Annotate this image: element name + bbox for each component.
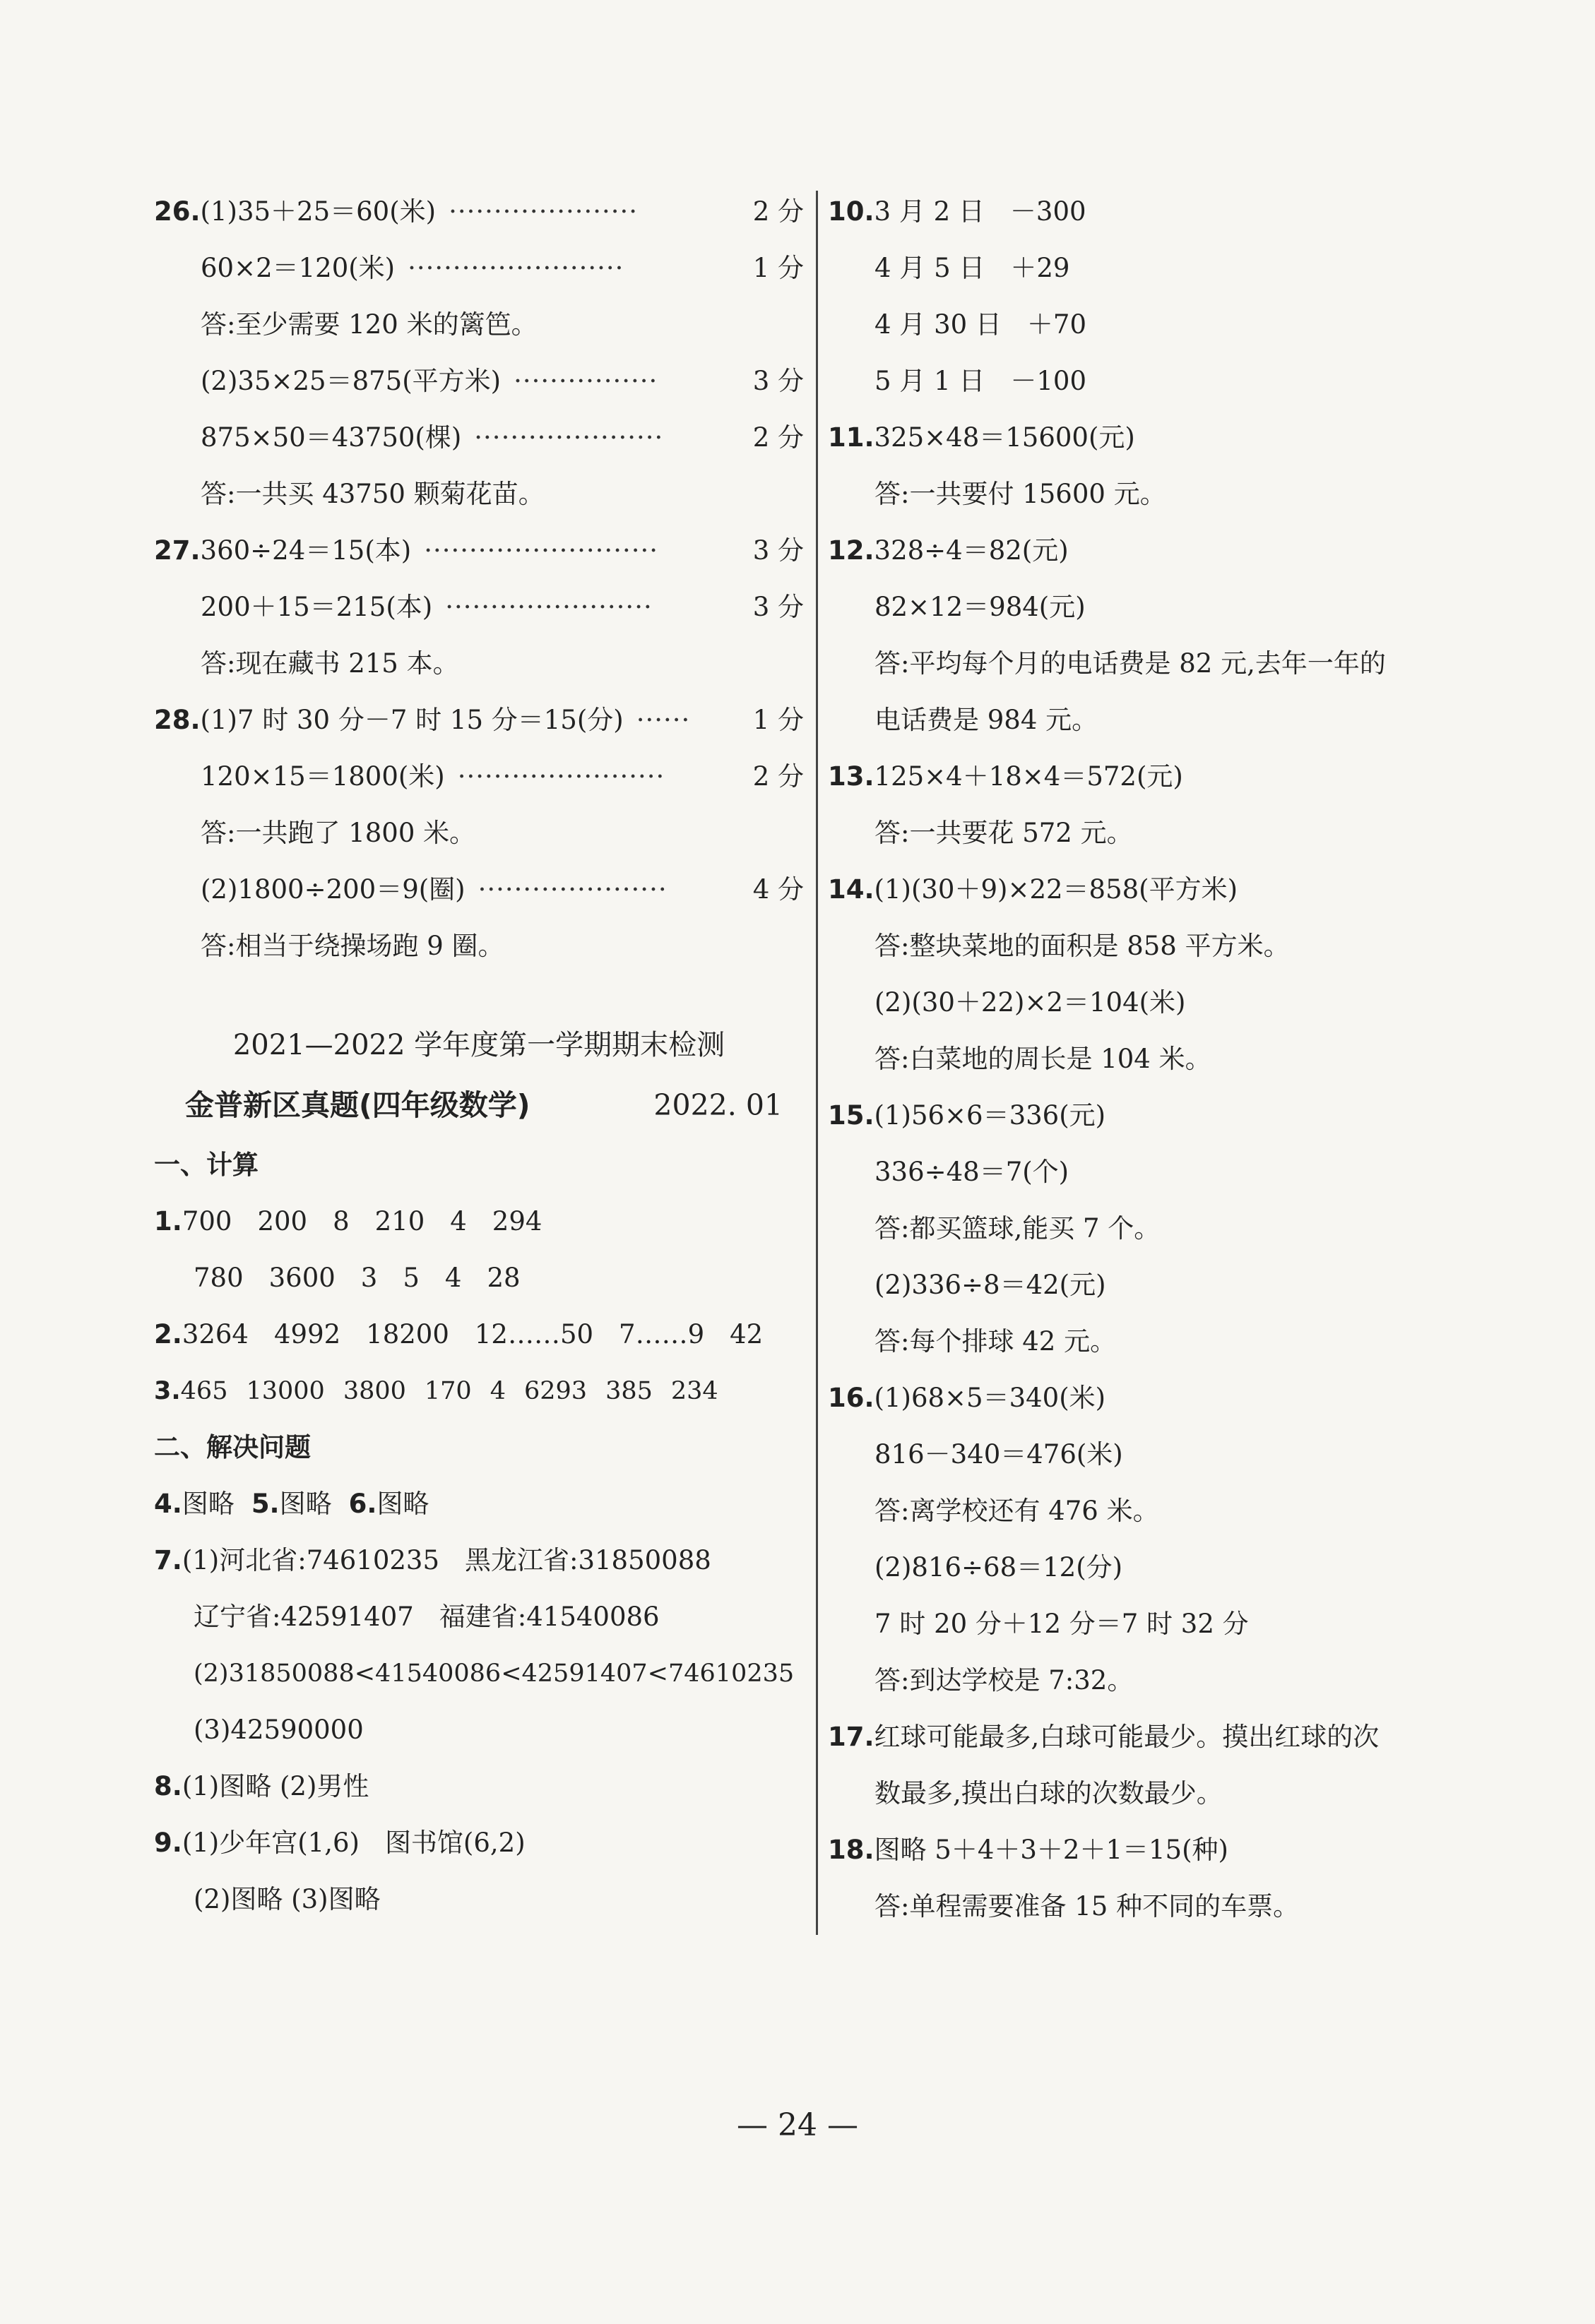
- q12-line-2: 82×12＝984(元): [874, 592, 1086, 622]
- q7-line-1: 7.(1)河北省:74610235 黑龙江省:31850088: [154, 1545, 711, 1575]
- score: 2 分: [752, 761, 804, 792]
- q27-line-2: 200＋15＝215(本) ······················· 3 分: [154, 579, 804, 636]
- q13-answer: 答:一共要花 572 元。: [874, 818, 1133, 848]
- left-column: [154, 184, 804, 1928]
- q17-line-1: 17.红球可能最多,白球可能最少。摸出红球的次: [828, 1722, 1380, 1752]
- question-number: 27.: [154, 535, 201, 566]
- q4-6-row: 4.图略 5.图略 6.图略: [154, 1489, 429, 1519]
- q2-row: 2.3264 4992 18200 12……50 7……9 42: [154, 1319, 764, 1349]
- q10-row-1: 10.3 月 2 日 －300: [828, 196, 1086, 227]
- q7-line-4: (3)42590000: [194, 1715, 364, 1745]
- q14-line-1: 14.(1)(30＋9)×22＝858(平方米): [828, 874, 1238, 905]
- q14-answer-1: 答:整块菜地的面积是 858 平方米。: [874, 931, 1290, 961]
- q26-answer-1: 答:至少需要 120 米的篱笆。: [201, 309, 538, 340]
- q13-line-1: 13.125×4＋18×4＝572(元): [828, 761, 1183, 792]
- q7-line-2: 辽宁省:42591407 福建省:41540086: [194, 1602, 660, 1632]
- q9-line-1: 9.(1)少年宫(1,6) 图书馆(6,2): [154, 1828, 526, 1858]
- section-heading-calc: 一、计算: [154, 1150, 259, 1180]
- q14-answer-2: 答:白菜地的周长是 104 米。: [874, 1044, 1211, 1074]
- exam-date: 2022. 01: [653, 1088, 783, 1122]
- q15-line-1: 15.(1)56×6＝336(元): [828, 1100, 1106, 1131]
- score: 3 分: [752, 366, 804, 396]
- q15-line-4: (2)336÷8＝42(元): [874, 1270, 1106, 1300]
- q26-line-5: 875×50＝43750(棵) ····················· 2 分: [154, 410, 804, 466]
- q18-answer: 答:单程需要准备 15 种不同的车票。: [874, 1891, 1300, 1921]
- q15-line-2: 336÷48＝7(个): [874, 1157, 1069, 1187]
- q11-line-1: 11.325×48＝15600(元): [828, 422, 1135, 453]
- q16-answer-2: 答:到达学校是 7:32。: [874, 1665, 1134, 1696]
- q9-line-2: (2)图略 (3)图略: [194, 1884, 381, 1914]
- q16-line-5: 7 时 20 分＋12 分＝7 时 32 分: [874, 1609, 1249, 1639]
- q12-answer-1: 答:平均每个月的电话费是 82 元,去年一年的: [874, 648, 1386, 679]
- q28-line-2: 120×15＝1800(米) ······················· 2 分: [154, 749, 804, 805]
- q26-line-1: 26.(1)35＋25＝60(米) ····················· 2 分: [154, 184, 804, 240]
- score: 3 分: [752, 535, 804, 566]
- q16-line-4: (2)816÷68＝12(分): [874, 1552, 1123, 1583]
- q26-line-2: 60×2＝120(米) ························ 1 分: [154, 240, 804, 297]
- score: 2 分: [752, 422, 804, 453]
- score: 2 分: [752, 196, 804, 227]
- q10-row-3: 4 月 30 日 ＋70: [874, 309, 1086, 340]
- q26-answer-2: 答:一共买 43750 颗菊花苗。: [201, 479, 545, 509]
- q15-answer-2: 答:每个排球 42 元。: [874, 1326, 1117, 1357]
- score: 1 分: [752, 253, 804, 283]
- q28-answer-1: 答:一共跑了 1800 米。: [201, 818, 476, 848]
- q12-line-1: 12.328÷4＝82(元): [828, 535, 1069, 566]
- question-number: 26.: [154, 196, 201, 227]
- score: 3 分: [752, 592, 804, 622]
- q11-answer: 答:一共要付 15600 元。: [874, 479, 1166, 509]
- q17-line-2: 数最多,摸出白球的次数最少。: [874, 1778, 1223, 1808]
- exam-subtitle: 金普新区真题(四年级数学) 2022. 01: [154, 1073, 804, 1137]
- q10-row-2: 4 月 5 日 ＋29: [874, 253, 1070, 283]
- question-number: 28.: [154, 705, 201, 735]
- right-column: [828, 184, 1478, 1935]
- column-divider: [816, 191, 818, 1935]
- q28-answer-2: 答:相当于绕操场跑 9 圈。: [201, 931, 504, 961]
- q28-line-4: (2)1800÷200＝9(圈) ····················· 4 分: [154, 862, 804, 918]
- q3-row: 3.465 13000 3800 170 4 6293 385 234: [154, 1377, 718, 1405]
- q10-row-4: 5 月 1 日 －100: [874, 366, 1086, 396]
- q16-answer-1: 答:离学校还有 476 米。: [874, 1496, 1159, 1526]
- exam-title: 2021—2022 学年度第一学期期末检测: [232, 1029, 725, 1061]
- q26-line-4: (2)35×25＝875(平方米) ················ 3 分: [154, 353, 804, 410]
- q18-line-1: 18.图略 5＋4＋3＋2＋1＝15(种): [828, 1835, 1228, 1865]
- q14-line-3: (2)(30＋22)×2＝104(米): [874, 987, 1186, 1018]
- page-number: — 24 —: [737, 2107, 858, 2143]
- q16-line-1: 16.(1)68×5＝340(米): [828, 1383, 1106, 1413]
- q16-line-2: 816－340＝476(米): [874, 1439, 1123, 1470]
- q7-line-3: (2)31850088<41540086<42591407<74610235: [194, 1659, 795, 1688]
- q27-line-1: 27.360÷24＝15(本) ·························· 3 分: [154, 523, 804, 579]
- q12-answer-2: 电话费是 984 元。: [874, 705, 1098, 735]
- score: 1 分: [752, 705, 804, 735]
- section-heading-problems: 二、解决问题: [154, 1432, 311, 1462]
- q1-row-1: 1.700 200 8 210 4 294: [154, 1206, 542, 1237]
- q15-answer-1: 答:都买篮球,能买 7 个。: [874, 1213, 1161, 1244]
- score: 4 分: [752, 874, 804, 905]
- q27-answer: 答:现在藏书 215 本。: [201, 648, 459, 679]
- q28-line-1: 28.(1)7 时 30 分－7 时 15 分＝15(分) ······ 1 分: [154, 692, 804, 749]
- q1-row-2: 780 3600 3 5 4 28: [194, 1263, 521, 1293]
- q8-line: 8.(1)图略 (2)男性: [154, 1771, 369, 1801]
